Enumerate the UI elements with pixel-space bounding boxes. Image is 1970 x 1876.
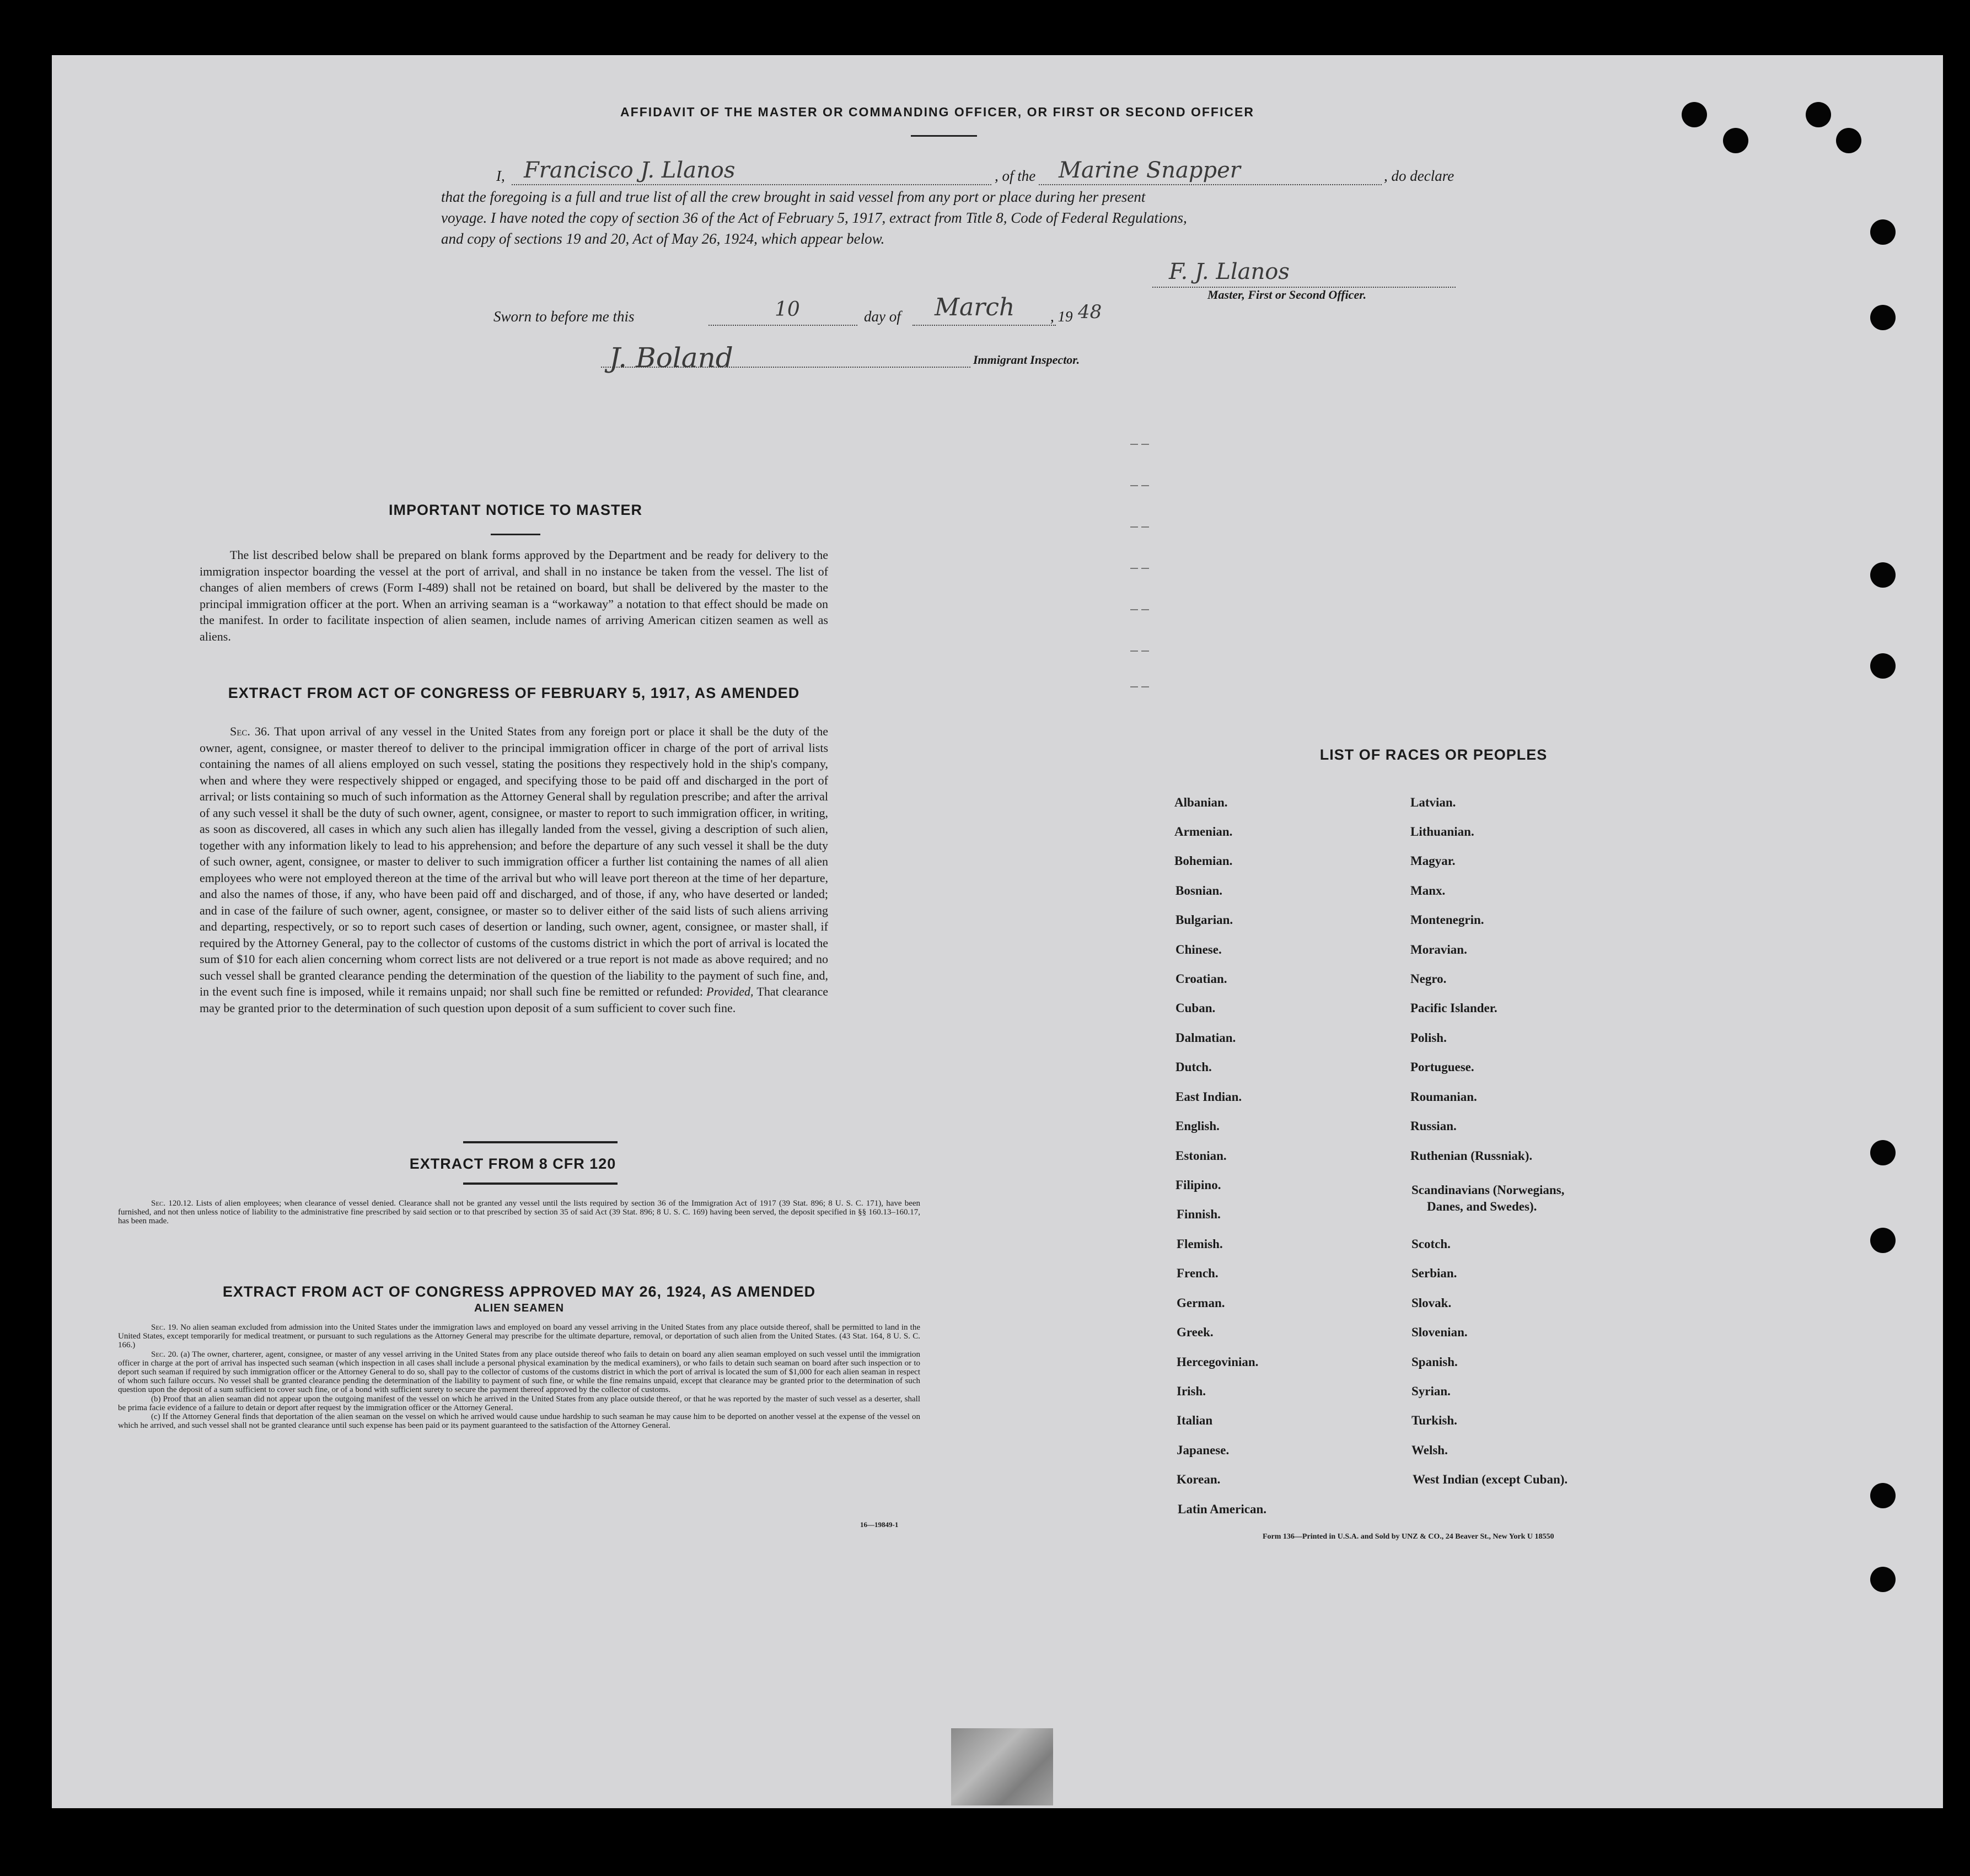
race-item: Pacific Islander. — [1410, 1001, 1497, 1015]
extract-cfr-text: Sec. 120.12. Lists of alien employees; when clearance of vessel denied. Clearance shall not be granted any vessel until the lists required by section 36 of the Immigration Act of 1917 (39 Stat. 896; 8 U. S. C. 171), have been furnished, and not then unless notice of liability to the administrative fine prescribed by said section or to that prescribed by section 35 of said Act (39 Stat. 896; 8 U. S. C. 169) having been served, the deposit specified in §§ 160.13–160.17, has been made. — [118, 1199, 921, 1226]
race-item: Korean. — [1177, 1472, 1221, 1486]
extract-1924-heading: EXTRACT FROM ACT OF CONGRESS APPROVED MAY 26, 1924, AS AMENDED — [222, 1283, 816, 1300]
race-item: Russian. — [1410, 1119, 1457, 1133]
race-item: Bosnian. — [1175, 884, 1223, 897]
inspector-caption: Immigrant Inspector. — [973, 353, 1080, 367]
race-item: East Indian. — [1175, 1090, 1242, 1104]
race-item: Lithuanian. — [1410, 825, 1474, 838]
punch-hole — [1836, 128, 1861, 153]
race-item: West Indian (except Cuban). — [1413, 1472, 1568, 1486]
punch-hole — [1870, 219, 1896, 245]
race-item: Polish. — [1410, 1031, 1447, 1045]
race-item: Slovak. — [1411, 1296, 1452, 1310]
notice-rule — [491, 534, 540, 535]
year-handwritten: 48 — [1078, 301, 1102, 323]
declaration-line-4: and copy of sections 19 and 20, Act of May 26, 1924, which appear below. — [441, 230, 885, 247]
form-footnote: Form 136—Printed in U.S.A. and Sold by UNZ & CO., 24 Beaver St., New York U 18550 — [1263, 1533, 1554, 1541]
race-item: Filipino. — [1175, 1178, 1221, 1192]
notice-text: The list described below shall be prepared on blank forms approved by the Department and be ready for delivery to the immigration inspector boarding the vessel at the port of arrival, and shall in no instance be taken from the vessel. The list of changes of alien members of crews (Form I-489) shall not be retained on board, but shall be delivered by the master to the principal immigration officer at the port. When an arriving seaman is a “workaway” a notation to that effect should be made on the manifest. In order to facilitate inspection of alien seamen, include names of arriving American citizen seamen as well as aliens. — [200, 548, 828, 643]
paper-patch — [951, 1728, 1053, 1805]
race-item: Dalmatian. — [1175, 1031, 1236, 1045]
month-handwritten: March — [935, 293, 1015, 321]
races-heading: LIST OF RACES OR PEOPLES — [1319, 746, 1548, 763]
master-caption: Master, First or Second Officer. — [1207, 288, 1367, 302]
punch-hole — [1870, 1483, 1896, 1508]
affidavit-heading: AFFIDAVIT OF THE MASTER OR COMMANDING OFFICER, OR FIRST OR SECOND OFFICER — [620, 105, 1254, 119]
heading-rule — [911, 135, 977, 137]
race-item: Latin American. — [1178, 1502, 1266, 1516]
race-item: Scandinavians (Norwegians, — [1411, 1183, 1565, 1197]
race-item: Armenian. — [1174, 825, 1233, 838]
race-item: Ruthenian (Russniak). — [1410, 1149, 1533, 1163]
day-of-label: day of — [864, 308, 901, 325]
sworn-line — [493, 293, 1210, 328]
punch-hole — [1870, 653, 1896, 679]
race-item: Serbian. — [1411, 1266, 1457, 1280]
extract-1917-heading: EXTRACT FROM ACT OF CONGRESS OF FEBRUARY 5, 1917, AS AMENDED — [228, 685, 800, 701]
master-signature: F. J. Llanos — [1169, 259, 1290, 284]
race-item: Slovenian. — [1411, 1325, 1468, 1339]
race-item: Cuban. — [1175, 1001, 1216, 1015]
punch-hole — [1806, 102, 1831, 127]
race-item: Montenegrin. — [1410, 913, 1484, 927]
race-item: Portuguese. — [1410, 1060, 1474, 1074]
race-item: Scotch. — [1411, 1237, 1451, 1251]
race-item: Albanian. — [1174, 795, 1228, 809]
race-item: Syrian. — [1411, 1384, 1451, 1398]
race-item: German. — [1177, 1296, 1225, 1310]
race-item: Flemish. — [1177, 1237, 1223, 1251]
inspector-signature: J. Boland — [609, 342, 733, 374]
race-item: Manx. — [1410, 884, 1446, 897]
alien-seamen-subheading: ALIEN SEAMEN — [474, 1302, 565, 1314]
race-item: French. — [1177, 1266, 1218, 1280]
race-item: Moravian. — [1410, 943, 1467, 956]
punch-hole — [1870, 562, 1896, 588]
year-prefix: , 19 — [1050, 308, 1073, 325]
race-item: Japanese. — [1177, 1443, 1230, 1457]
race-item: Bohemian. — [1174, 854, 1233, 868]
race-item: Danes, and Swedes). — [1427, 1200, 1537, 1213]
day-handwritten: 10 — [775, 298, 800, 321]
punch-hole — [1870, 305, 1896, 330]
punch-hole — [1870, 1140, 1896, 1165]
i-prefix: I, — [496, 168, 505, 184]
race-item: Roumanian. — [1410, 1090, 1477, 1104]
sec-36-label: Sec. 36. — [230, 724, 270, 738]
punch-hole — [1870, 1228, 1896, 1253]
declaration-line-2: that the foregoing is a full and true list of all the crew brought in said vessel from any port or place during her present — [441, 189, 1146, 205]
race-item: Croatian. — [1175, 972, 1227, 986]
race-item: Hercegovinian. — [1177, 1355, 1259, 1369]
extract-cfr-heading: EXTRACT FROM 8 CFR 120 — [409, 1155, 616, 1172]
race-item: Negro. — [1410, 972, 1447, 986]
race-item: Latvian. — [1410, 795, 1456, 809]
affidavit-declaration — [441, 158, 1489, 249]
race-item: Finnish. — [1177, 1207, 1221, 1221]
print-code: 16—19849-1 — [860, 1520, 899, 1529]
notice-heading: IMPORTANT NOTICE TO MASTER — [389, 502, 642, 518]
extract-1924-text: Sec. 19. No alien seaman excluded from admission into the United States under the immigration laws and employed on board any vessel arriving in the United States from any place outside thereof, shall be permitted to land in the United States, except temporarily for medical treatment, or pursuant to such regulations as the Attorney General may prescribe for the ultimate departure, removal, or deportation of such alien from the United States. (43 Stat. 164, 8 U. S. C. 166.) Sec. 20. (a) The owner, charterer, agent, consignee, or master of any vessel arriving in the United States from any place outside thereof who fails to detain on board any alien seaman employed on such vessel until the immigration officer in charge at the port of arrival has inspected such seaman (which inspection in all cases shall include a personal physical examination by the medical examiners), or who fails to detain such seaman on board after such inspection or to deport such seaman if required by such immigration officer or the Attorney General to do so, shall pay to the collector of customs of the customs district in which the port of arrival is located the sum of $1,000 for each alien seaman in respect of whom such failure occurs. No vessel shall be granted clearance pending the determination of the liability to payment of such fine, or while the fine remains unpaid, except that clearance may be granted prior to the determination of such question upon the deposit of a sum sufficient to cover such fine, or of a bond with sufficient surety to secure the payment thereof approved by the collector of customs. (b) Proof that an alien seaman did not appear upon the outgoing manifest of the vessel on which he arrived in the United States from any place outside thereof, or that he was reported by the master of such vessel as a deserter, shall be prima facie evidence of a failure to detain or deport after request by the immigration officer or the Attorney General. (c) If the Attorney General finds that deportation of the alien seaman on the vessel on which he arrived would cause undue hardship to such seaman he may cause him to be deported on another vessel at the expense of the vessel on which he arrived, and such vessel shall not be granted clearance until such expense has been paid or its payment guaranteed to the satisfaction of the Attorney General. — [118, 1323, 921, 1431]
punch-hole — [1870, 1567, 1896, 1592]
declaration-line-3: voyage. I have noted the copy of section 36 of the Act of February 5, 1917, extract from Title 8, Code of Federal Regulations, — [441, 209, 1187, 226]
race-item: Greek. — [1177, 1325, 1214, 1339]
cfr-rule-top — [463, 1141, 618, 1143]
punch-hole — [1682, 102, 1707, 127]
race-item: Estonian. — [1175, 1149, 1227, 1163]
cfr-rule-bottom — [463, 1182, 618, 1185]
race-item: Spanish. — [1411, 1355, 1458, 1369]
race-item: Dutch. — [1175, 1060, 1212, 1074]
race-item: Turkish. — [1411, 1413, 1457, 1427]
of-the-label: , of the — [992, 165, 1038, 186]
race-item: Italian — [1177, 1413, 1213, 1427]
race-item: Welsh. — [1411, 1443, 1448, 1457]
race-item: Magyar. — [1410, 854, 1456, 868]
declarant-handwritten: Francisco J. Llanos — [524, 158, 736, 183]
sworn-prefix: Sworn to before me this — [493, 308, 635, 325]
provided-label: Provided, — [706, 985, 754, 998]
race-item: Bulgarian. — [1175, 913, 1233, 927]
vessel-handwritten: Marine Snapper — [1059, 158, 1241, 183]
extract-1917-text: Sec. 36. That upon arrival of any vessel in the United States from any foreign port or place it shall be the duty of the owner, agent, consignee, or master thereof to deliver to the principal immigration officer in charge of the port of arrival lists containing the names of all aliens employed on such vessel, stating the positions they respectively hold in the ship's company, when and where they were respectively shipped or engaged, and specifying those to be paid off and discharged in the port of arrival; or lists containing so much of such information as the Attorney General shall by regulation prescribe; and after the arrival of any such vessel it shall be the duty of such owner, agent, consignee, or master to report to such immigration officer, in writing, as soon as discovered, all cases in which any such alien has illegally landed from the vessel, giving a description of such alien, together with any information likely to lead to his apprehension; and before the departure of any such vessel it shall be the duty of such owner, agent, consignee, or master to deliver to such immigration officer a further list containing the names of all alien employees who were not employed thereon at the time of the arrival but who will leave port thereon at the time of her departure, and also the names of those, if any, who have been paid off and discharged, and of those, if any, who have deserted or landed; and in case of the failure of such owner, agent, consignee, or master so to deliver either of the said lists of such aliens arriving and departing, respectively, or so to report such cases of desertion or landing, such owner, agent, consignee, or master shall, if required by the Attorney General, pay to the collector of customs of the customs district in which the port of arrival is located the sum of $10 for each alien concerning whom correct lists are not delivered or a true report is not made as above required; and no such vessel shall be granted clearance pending the determination of the question of the liability to the payment of such fine, and, in the event such fine is imposed, while it remains unpaid; nor shall such fine be remitted or refunded: Provided, That clearance may be granted prior to the determination of such question upon deposit of a sum sufficient to cover such fine. — [200, 724, 829, 1015]
race-item: English. — [1175, 1119, 1220, 1133]
do-declare-label: , do declare — [1382, 165, 1456, 186]
punch-hole — [1723, 128, 1748, 153]
race-item: Chinese. — [1175, 943, 1222, 956]
race-item: Irish. — [1177, 1384, 1206, 1398]
